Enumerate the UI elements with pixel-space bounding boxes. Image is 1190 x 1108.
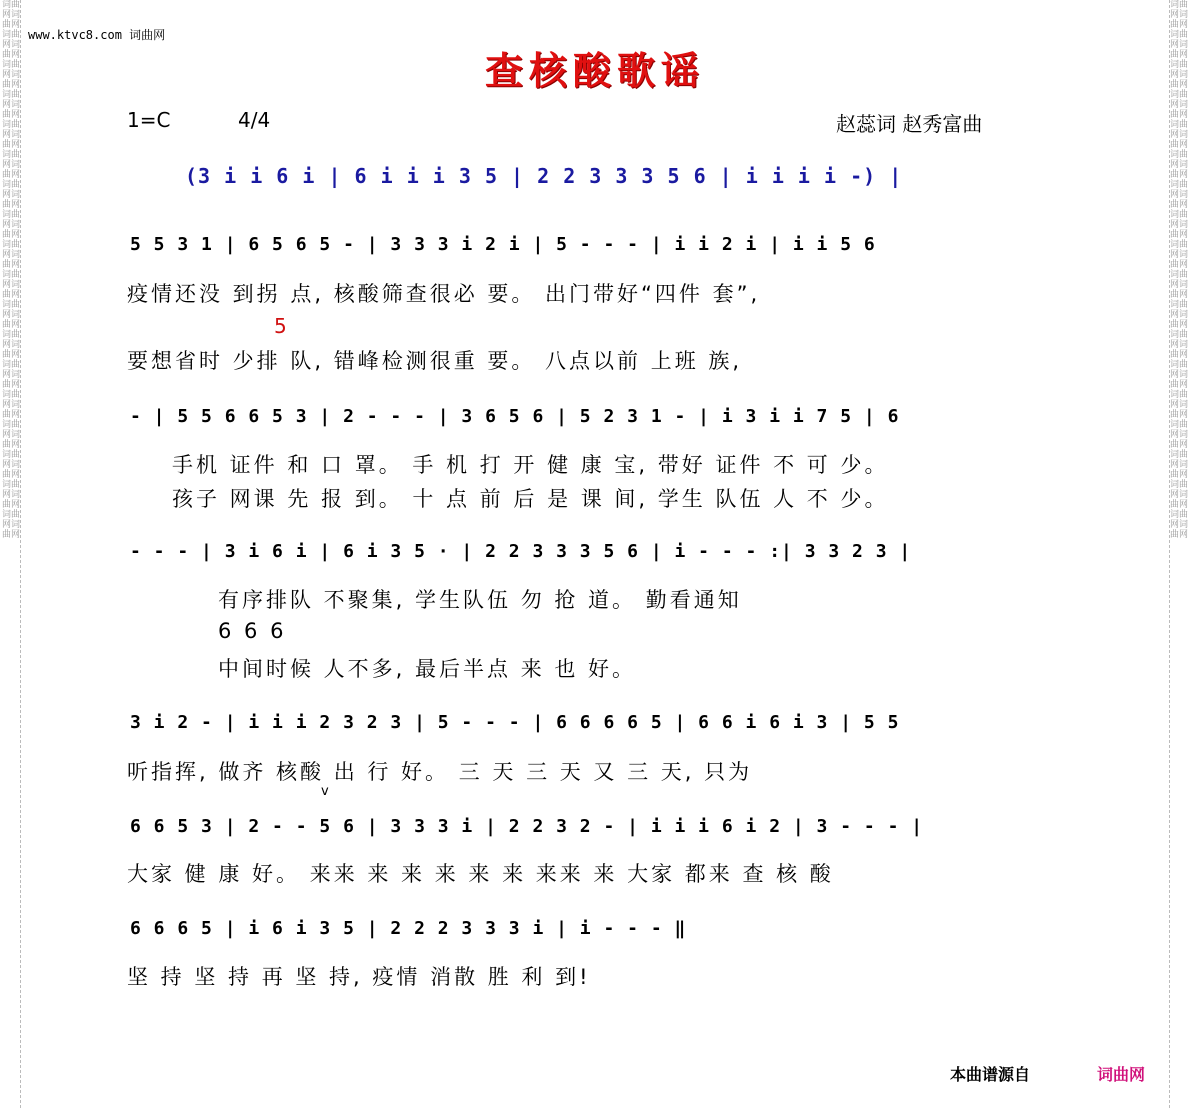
time-signature: 4/4 <box>238 108 271 132</box>
alt-note-row-1: 5 <box>274 314 287 338</box>
notation-row-1: 5 5 3 1 | 6 5 6 5 - | 3 3 3 i 2 i | 5 - - - | i i 2 i | i i 5 6 <box>130 234 876 255</box>
alt-notes-row-3: 6 6 6 <box>218 619 287 643</box>
lyric-row-1-verse-1: 疫情还没 到拐 点, 核酸筛查很必 要。 出门带好“四件 套”, <box>127 282 761 306</box>
breath-mark: v <box>321 784 329 799</box>
lyric-row-5: 大家 健 康 好。 来来 来 来 来 来 来 来来 来 大家 都来 查 核 酸 <box>127 862 834 886</box>
lyric-row-3-verse-1: 有序排队 不聚集, 学生队伍 勿 抢 道。 勤看通知 <box>218 588 742 612</box>
notation-row-4: 3 i 2 - | i i i 2 3 2 3 | 5 - - - | 6 6 6 6 5 | 6 6 i 6 i 3 | 5 5 <box>130 712 900 733</box>
left-margin-watermark: 词曲网词曲网词曲网词曲网词曲网词曲网词曲网词曲网词曲网词曲网词曲网词曲网词曲网词曲网词曲网词曲网词曲网词曲网词曲网词曲网词曲网词曲网词曲网词曲网词曲网词曲网词曲网词曲网词曲网词曲网词曲网词曲网词曲网词曲网词曲网词曲网 <box>2 0 21 1108</box>
lyric-row-1-verse-2: 要想省时 少排 队, 错峰检测很重 要。 八点以前 上班 族, <box>127 349 743 373</box>
lyric-row-2-verse-2: 孩子 网课 先 报 到。 十 点 前 后 是 课 间, 学生 队伍 人 不 少。 <box>172 487 889 511</box>
notation-row-3: - - - | 3 i 6 i | 6 i 3 5 · | 2 2 3 3 3 5 6 | i - - - :| 3 3 2 3 | <box>130 541 912 562</box>
right-margin-watermark: 词曲网词曲网词曲网词曲网词曲网词曲网词曲网词曲网词曲网词曲网词曲网词曲网词曲网词曲网词曲网词曲网词曲网词曲网词曲网词曲网词曲网词曲网词曲网词曲网词曲网词曲网词曲网词曲网词曲网词曲网词曲网词曲网词曲网词曲网词曲网词曲网 <box>1169 0 1188 1108</box>
notation-row-5: 6 6 5 3 | 2 - - 5 6 | 3 3 3 i | 2 2 3 2 - | i i i 6 i 2 | 3 - - - | <box>130 816 924 837</box>
footer-site-link[interactable]: 词曲网 <box>1097 1065 1146 1084</box>
credits: 赵蕊词 赵秀富曲 <box>836 112 983 136</box>
footer-source-label: 本曲谱源自 <box>950 1065 1031 1084</box>
notation-row-2: - | 5 5 6 6 5 3 | 2 - - - | 3 6 5 6 | 5 2 3 1 - | i 3 i i 7 5 | 6 <box>130 406 900 427</box>
song-title: 查核酸歌谣 <box>484 48 705 93</box>
lyric-row-6: 坚 持 坚 持 再 坚 持, 疫情 消散 胜 利 到! <box>127 965 591 989</box>
intro-notation: (3 i i 6 i | 6 i i i 3 5 | 2 2 3 3 3 5 6 | i i i i -) | <box>185 164 903 188</box>
site-header: www.ktvc8.com 词曲网 <box>28 28 166 42</box>
notation-row-6: 6 6 6 5 | i 6 i 3 5 | 2 2 2 3 3 3 i | i - - - ‖ <box>130 918 687 939</box>
lyric-row-3-verse-2: 中间时候 人不多, 最后半点 来 也 好。 <box>218 657 637 681</box>
lyric-row-2-verse-1: 手机 证件 和 口 罩。 手 机 打 开 健 康 宝, 带好 证件 不 可 少。 <box>172 453 889 477</box>
lyric-row-4: 听指挥, 做齐 核酸 出 行 好。 三 天 三 天 又 三 天, 只为 <box>127 760 753 784</box>
key-signature: 1=C <box>127 108 171 132</box>
